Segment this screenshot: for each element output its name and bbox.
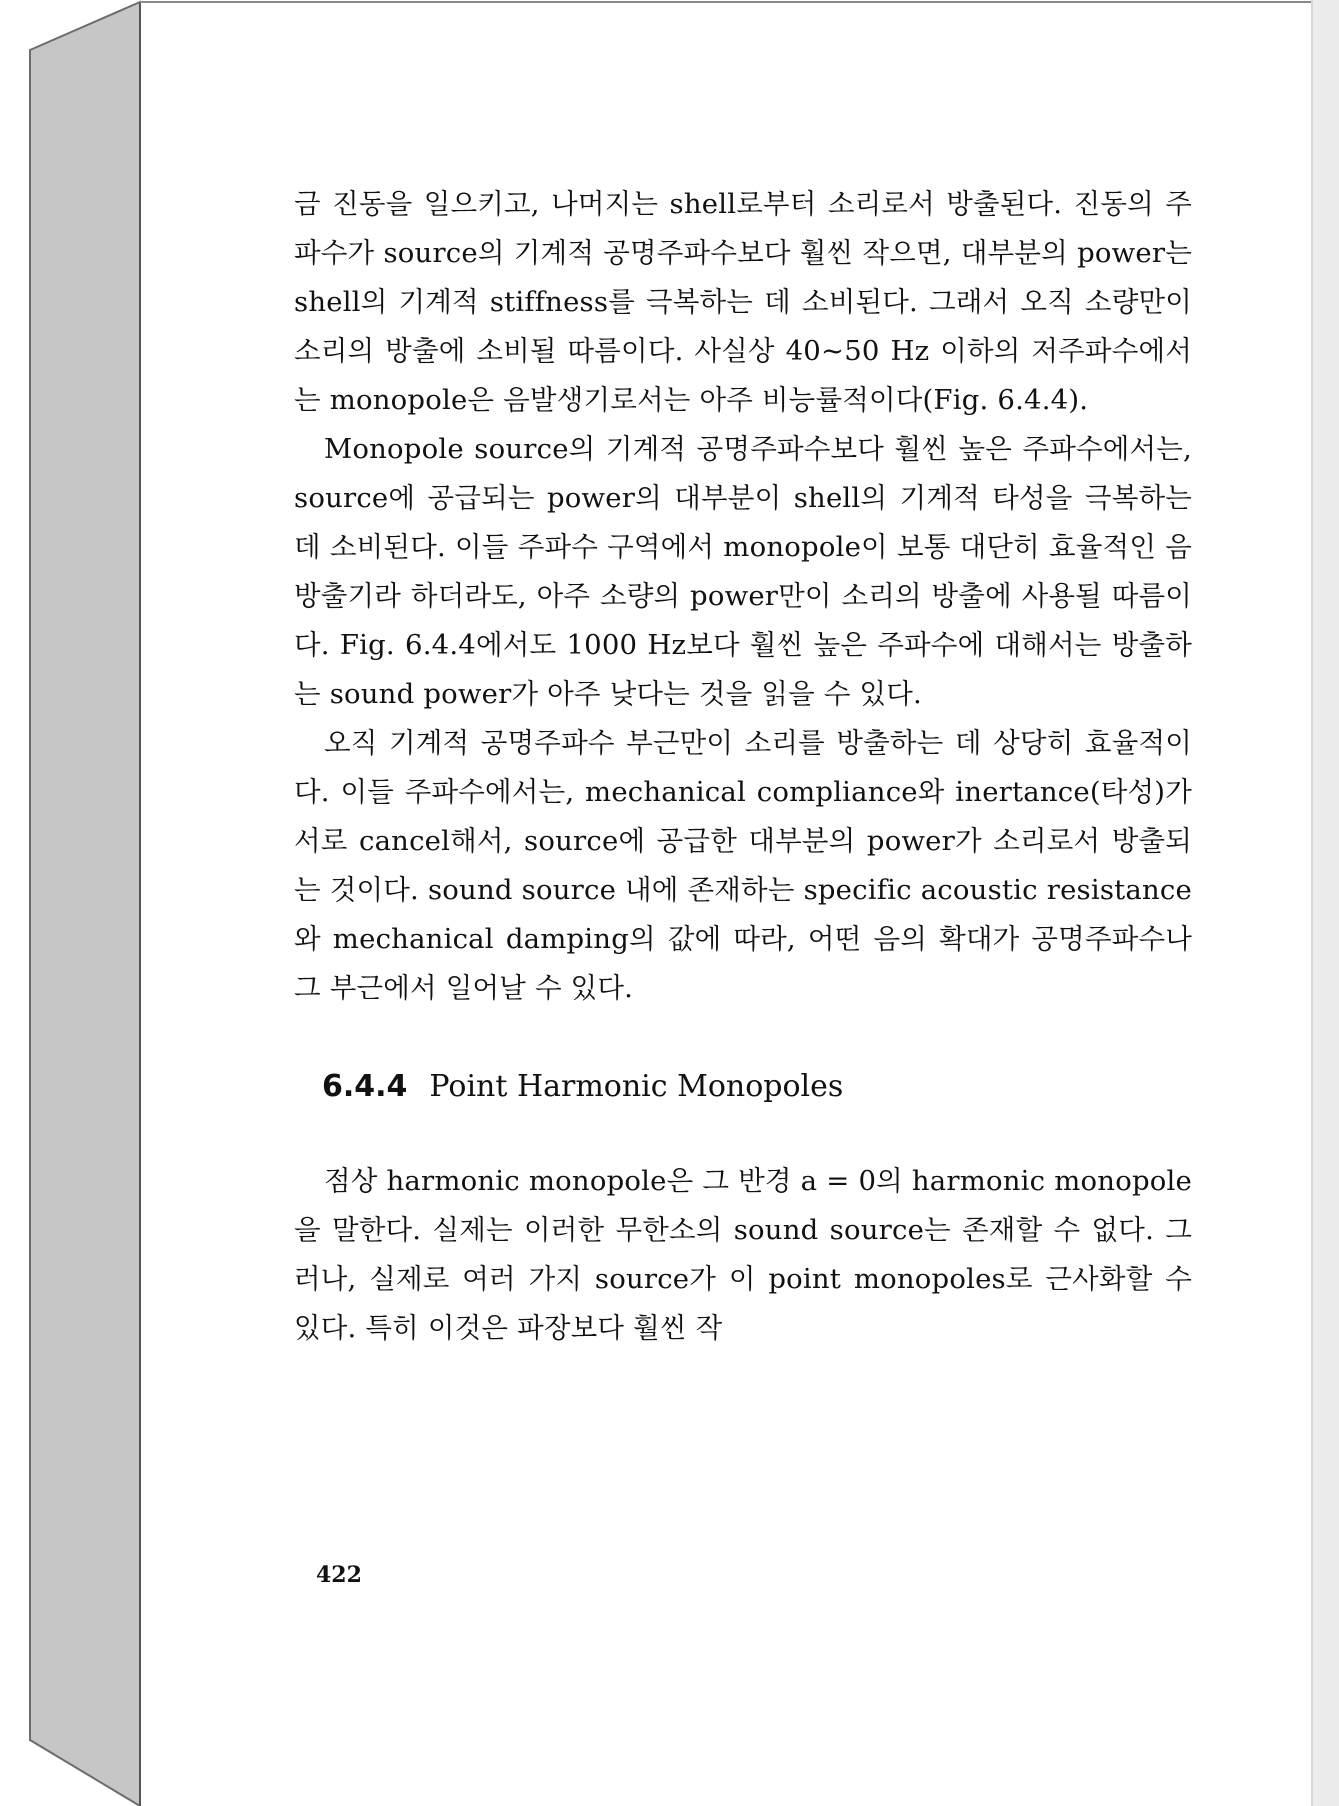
paragraph-3: 오직 기계적 공명주파수 부근만이 소리를 방출하는 데 상당히 효율적이다. 이들 주파수에서는, mechanical compliance와 inertance(타성)가 서로 cancel해서, source에 공급한 대부분의 power가 소리로서 방출되는 것이다. sound source 내에 존재하는 specific acoustic resistance와 mechanical damping의 값에 따라, 어떤 음의 확대가 공명주파수나 그 부근에서 일어날 수 있다.	[294, 727, 1192, 1004]
section-number: 6.4.4	[322, 1069, 408, 1104]
page-body	[294, 180, 1192, 1353]
paragraph-1: 금 진동을 일으키고, 나머지는 shell로부터 소리로서 방출된다. 진동의 주파수가 source의 기계적 공명주파수보다 훨씬 작으면, 대부분의 power는 shell의 기계적 stiffness를 극복하는 데 소비된다. 그래서 오직 소량만이 소리의 방출에 소비될 따름이다. 사실상 40~50 Hz 이하의 저주파수에서는 monopole은 음발생기로서는 아주 비능률적이다(Fig. 6.4.4).	[294, 188, 1192, 416]
section-title: Point Harmonic Monopoles	[429, 1069, 844, 1104]
paragraph-2: Monopole source의 기계적 공명주파수보다 훨씬 높은 주파수에서는, source에 공급되는 power의 대부분이 shell의 기계적 타성을 극복하는 데 소비된다. 이들 주파수 구역에서 monopole이 보통 대단히 효율적인 음방출기라 하더라도, 아주 소량의 power만이 소리의 방출에 사용될 따름이다. Fig. 6.4.4에서도 1000 Hz보다 훨씬 높은 주파수에 대해서는 방출하는 sound power가 아주 낮다는 것을 읽을 수 있다.	[294, 433, 1192, 710]
section-paragraph: 점상 harmonic monopole은 그 반경 a = 0의 harmonic monopole을 말한다. 실제는 이러한 무한소의 sound source는 존재할 수 없다. 그러나, 실제로 여러 가지 source가 이 point monopoles로 근사화할 수 있다. 특히 이것은 파장보다 훨씬 작	[294, 1165, 1192, 1344]
page-right-shadow	[1312, 0, 1339, 1806]
section-heading	[322, 1065, 1192, 1109]
book-spine	[30, 2, 140, 1806]
page-number: 422	[316, 1562, 362, 1588]
